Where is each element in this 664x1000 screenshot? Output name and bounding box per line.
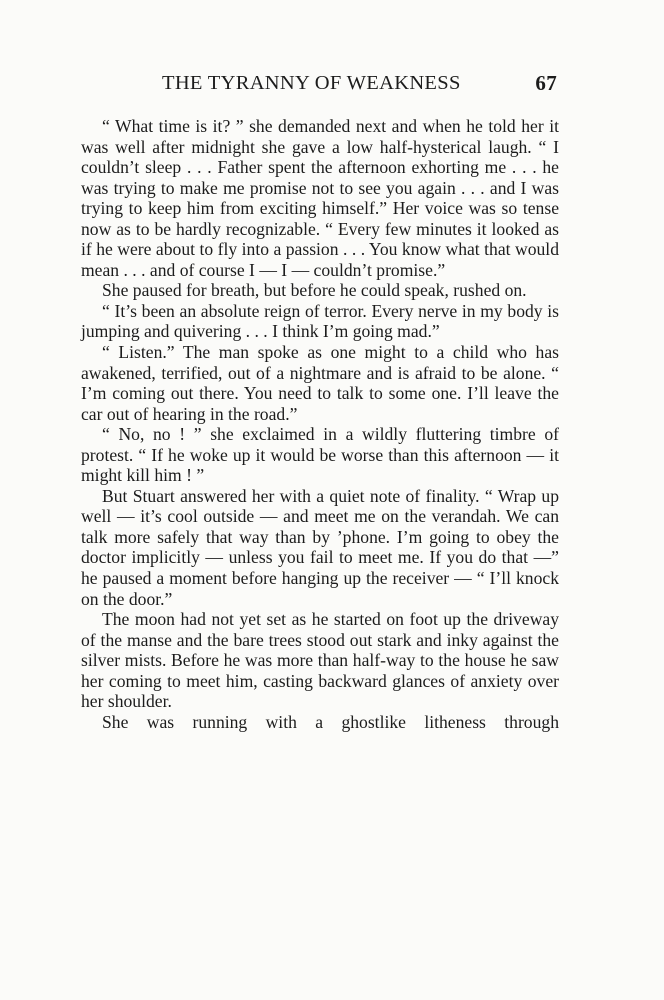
paragraph: The moon had not yet set as he started on foot up the driveway of the manse and the bare trees stood out stark and inky against the silver mists. Before he was more than half-way to the house he saw her coming to meet him, casting backward glances of anxiety over her shoulder. — [81, 609, 559, 712]
paragraph: “ What time is it? ” she demanded next and when he told her it was well after midnight she gave a low half-hysterical laugh. “ I couldn’t sleep . . . Father spent the afternoon exhorting me . . . he was trying to make me promise not to see you again . . . and I was trying to keep him from exciting himself.” Her voice was so tense now as to be hardly recognizable. “ Every few minutes it looked as if he were about to fly into a passion . . . You know what that would mean . . . and of course I — I — couldn’t promise.” — [81, 116, 559, 280]
paragraph: “ No, no ! ” she exclaimed in a wildly fluttering timbre of protest. “ If he woke up it would be worse than this afternoon — it might kill him ! ” — [81, 424, 559, 486]
paragraph: But Stuart answered her with a quiet note of finality. “ Wrap up well — it’s cool outside — and meet me on the verandah. We can talk more safely that way than by ’phone. I’m going to obey the doctor implicitly — unless you fail to meet me. If you do that —” he paused a moment before hanging up the receiver — “ I’ll knock on the door.” — [81, 485, 559, 609]
paragraph: “ It’s been an absolute reign of terror. Every nerve in my body is jumping and quivering . . . I think I’m going mad.” — [81, 300, 559, 342]
body-text — [81, 116, 559, 732]
book-page — [81, 72, 559, 732]
paragraph: She paused for breath, but before he could speak, rushed on. — [102, 280, 527, 301]
running-title: THE TYRANNY OF WEAKNESS — [162, 72, 461, 94]
page-number: 67 — [535, 71, 557, 95]
running-header — [81, 72, 559, 96]
paragraph: She was running with a ghostlike litheness through — [102, 711, 559, 732]
paragraph: “ Listen.” The man spoke as one might to a child who has awakened, terrified, out of a nightmare and is afraid to be alone. “ I’m coming out there. You need to talk to some one. I’ll leave the car out of hearing in the road.” — [81, 342, 559, 424]
